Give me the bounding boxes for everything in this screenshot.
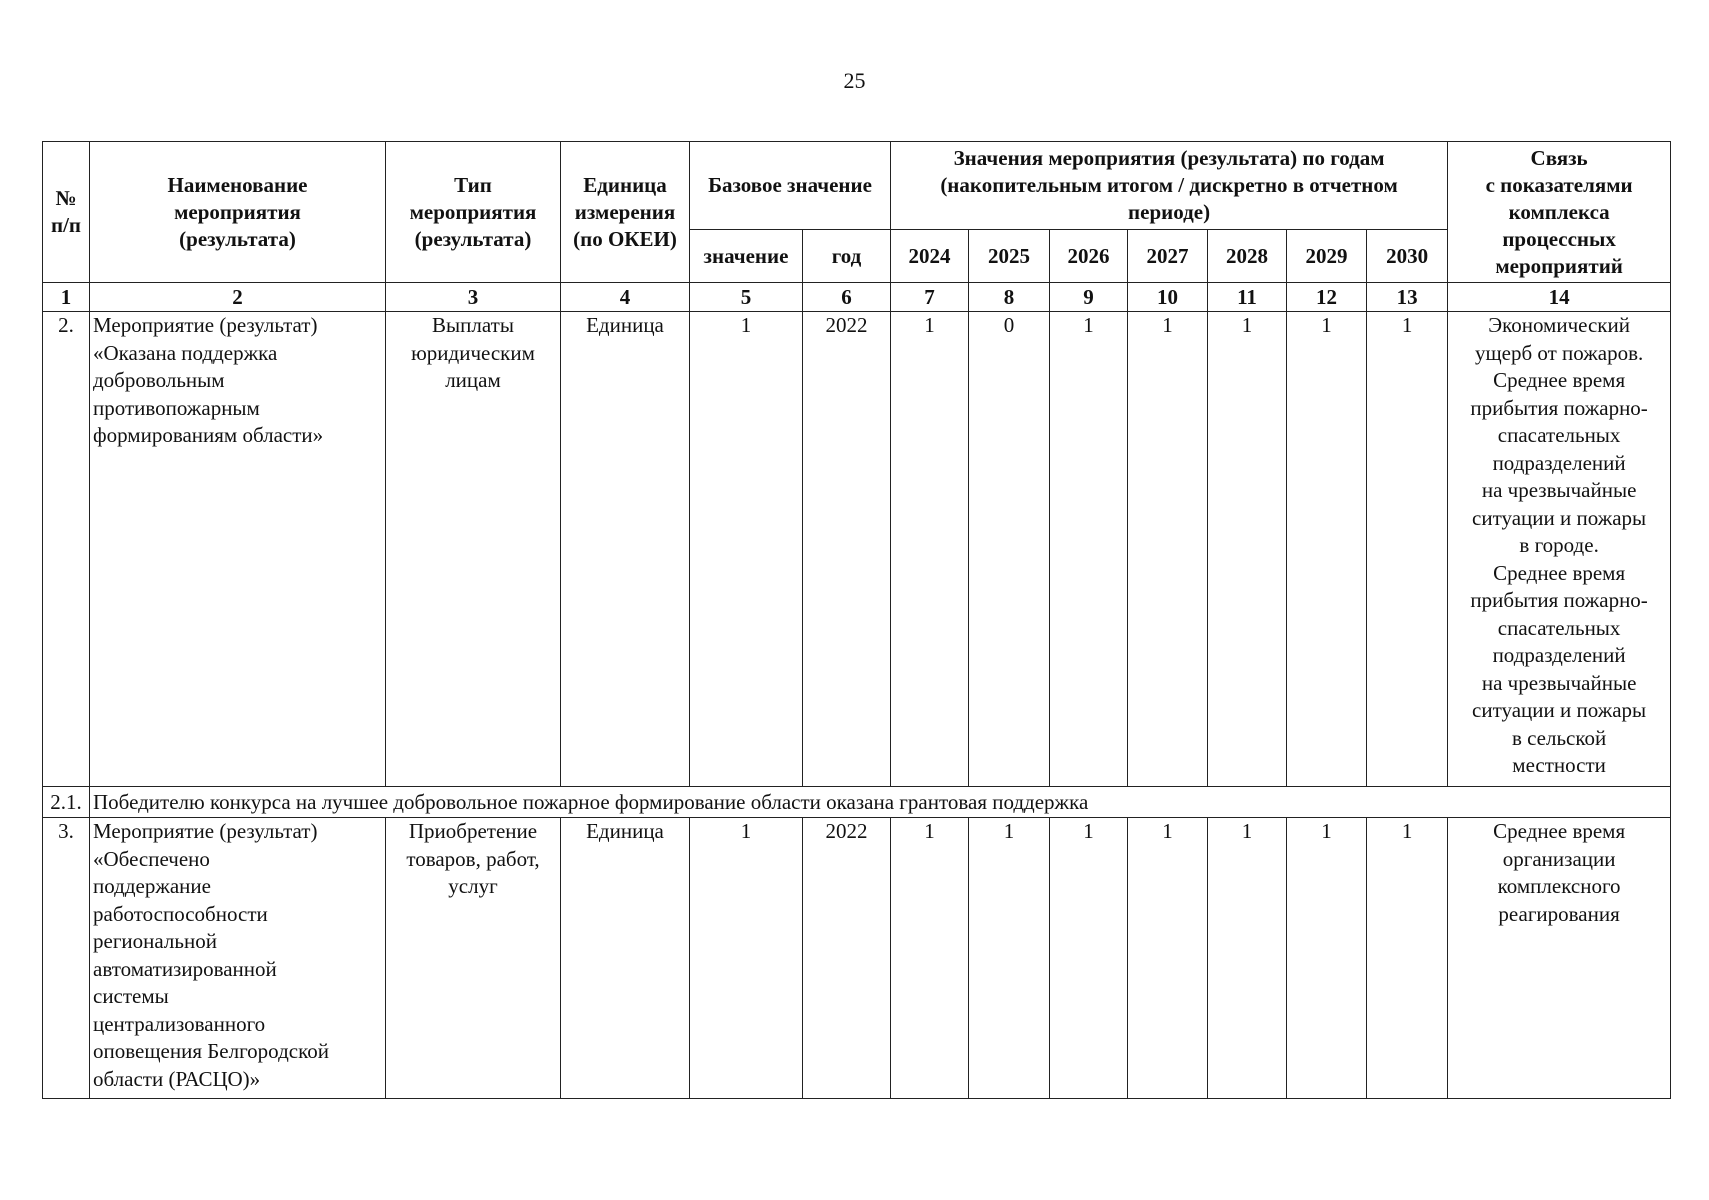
row-year-value: 1 [891, 312, 969, 787]
row-num: 3. [43, 818, 90, 1099]
row-base-value: 1 [690, 818, 803, 1099]
row-year-value: 1 [891, 818, 969, 1099]
column-number: 6 [803, 283, 891, 312]
header-base-value: значение [690, 230, 803, 283]
row-num: 2.1. [43, 787, 90, 818]
column-number: 1 [43, 283, 90, 312]
header-year: 2030 [1367, 230, 1448, 283]
column-number: 11 [1208, 283, 1287, 312]
row-year-value: 1 [1128, 312, 1208, 787]
header-link: Связь с показателями комплекса процессных мероприятий [1448, 142, 1671, 283]
row-base-value: 1 [690, 312, 803, 787]
header-unit: Единица измерения (по ОКЕИ) [561, 142, 690, 283]
column-number: 7 [891, 283, 969, 312]
column-number-row [43, 283, 1671, 312]
row-base-year: 2022 [803, 818, 891, 1099]
events-table [42, 141, 1671, 1099]
header-year: 2028 [1208, 230, 1287, 283]
row-name: Мероприятие (результат) «Обеспечено поддержание работоспособности региональной автоматизированной системы централизованного оповещения Белгородской области (РАСЦО)» [90, 818, 386, 1099]
header-year: 2029 [1287, 230, 1367, 283]
row-year-value: 1 [1128, 818, 1208, 1099]
row-year-value: 0 [969, 312, 1050, 787]
column-number: 14 [1448, 283, 1671, 312]
column-number: 12 [1287, 283, 1367, 312]
table-row [43, 787, 1671, 818]
row-year-value: 1 [1367, 818, 1448, 1099]
row-year-value: 1 [969, 818, 1050, 1099]
header-base-year: год [803, 230, 891, 283]
column-number: 13 [1367, 283, 1448, 312]
row-link: Среднее время организации комплексного реагирования [1448, 818, 1671, 1099]
page-number: 25 [843, 68, 866, 93]
row-num: 2. [43, 312, 90, 787]
column-number: 3 [386, 283, 561, 312]
header-name: Наименование мероприятия (результата) [90, 142, 386, 283]
column-number: 10 [1128, 283, 1208, 312]
table-row [43, 818, 1671, 1099]
header-year: 2027 [1128, 230, 1208, 283]
row-year-value: 1 [1050, 818, 1128, 1099]
row-year-value: 1 [1367, 312, 1448, 787]
row-base-year: 2022 [803, 312, 891, 787]
header-year: 2026 [1050, 230, 1128, 283]
header-years-group: Значения мероприятия (результата) по годам (накопительным итогом / дискретно в отчетном периоде) [891, 142, 1448, 230]
column-number: 5 [690, 283, 803, 312]
column-number: 8 [969, 283, 1050, 312]
table-row [43, 312, 1671, 787]
row-unit: Единица [561, 818, 690, 1099]
header-year: 2024 [891, 230, 969, 283]
header-num: № п/п [43, 142, 90, 283]
row-year-value: 1 [1208, 312, 1287, 787]
row-link: Экономический ущерб от пожаров. Среднее время прибытия пожарно- спасательных подразделений на чрезвычайные ситуации и пожары в городе. Среднее время прибытия пожарно- спасательных подразделений на чрезвычайные ситуации и пожары в сельской местности [1448, 312, 1671, 787]
header-year: 2025 [969, 230, 1050, 283]
row-name: Мероприятие (результат) «Оказана поддержка добровольным противопожарным формированиям области» [90, 312, 386, 787]
column-number: 9 [1050, 283, 1128, 312]
row-type: Приобретение товаров, работ, услуг [386, 818, 561, 1099]
header-row-1 [43, 142, 1671, 230]
row-year-value: 1 [1050, 312, 1128, 787]
row-year-value: 1 [1287, 312, 1367, 787]
row-year-value: 1 [1208, 818, 1287, 1099]
column-number: 4 [561, 283, 690, 312]
column-number: 2 [90, 283, 386, 312]
row-result-text: Победителю конкурса на лучшее добровольное пожарное формирование области оказана грантовая поддержка [90, 787, 1671, 818]
row-type: Выплаты юридическим лицам [386, 312, 561, 787]
row-unit: Единица [561, 312, 690, 787]
row-year-value: 1 [1287, 818, 1367, 1099]
header-base: Базовое значение [690, 142, 891, 230]
header-type: Тип мероприятия (результата) [386, 142, 561, 283]
